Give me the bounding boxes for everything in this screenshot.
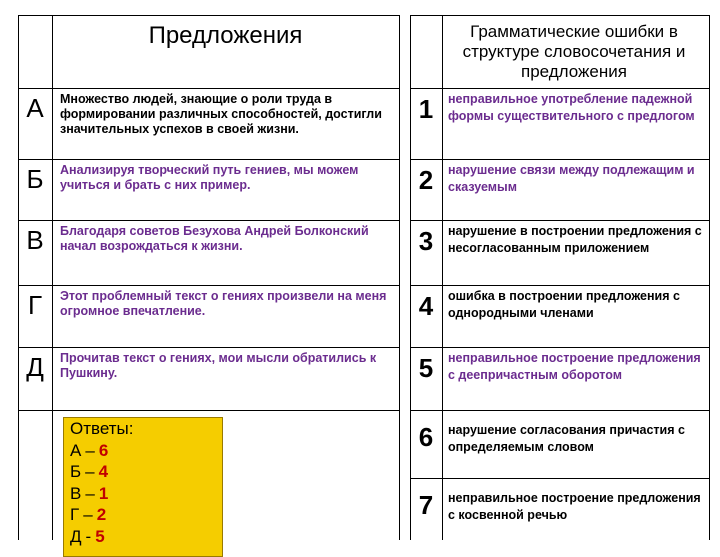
answer-letter: Б [70, 462, 82, 481]
answer-separator: – [85, 462, 95, 481]
row-error-text: неправильное употребление падежной формы существительного с предлогом [448, 92, 695, 123]
answer-line [70, 526, 216, 548]
grid-hline-row-g-r [410, 478, 710, 479]
answer-line [70, 461, 216, 483]
answer-value: 1 [98, 483, 109, 503]
grid-hline-row-a [18, 88, 400, 89]
row-error-number: 4 [418, 291, 434, 321]
answer-separator: – [83, 505, 93, 524]
row-error-text: неправильное построение предложения с деепричастным оборотом [448, 351, 701, 382]
header-left-title: Предложения [148, 22, 303, 49]
row-sentence: Этот проблемный текст о гениях произвели на меня огромное впечатление. [60, 289, 387, 318]
row-error-number: 1 [418, 94, 434, 124]
grid-vline-3 [399, 15, 400, 540]
answer-line [70, 440, 216, 462]
row-letter: В [26, 225, 44, 255]
grid-hline-row-f-r [410, 410, 710, 411]
row-error-number: 2 [418, 165, 434, 195]
answer-separator: - [85, 526, 92, 546]
row-sentence: Благодаря советов Безухова Андрей Болконский начал возрождаться к жизни. [60, 224, 369, 253]
answer-letter: Д [70, 526, 82, 546]
grid-hline-row-d-r [410, 285, 710, 286]
row-error-number: 3 [418, 226, 434, 256]
grid-hline-row-b [18, 159, 400, 160]
table-top-border-right [410, 15, 710, 16]
grid-hline-row-c [18, 220, 400, 221]
grid-hline-row-a-r [410, 88, 710, 89]
answer-line [70, 483, 216, 505]
answer-line [70, 504, 216, 526]
answer-letter: В [70, 483, 82, 503]
grid-hline-row-d [18, 285, 400, 286]
row-error-number: 5 [418, 353, 434, 383]
grid-hline-row-e-r [410, 347, 710, 348]
grid-vline-5 [442, 15, 443, 540]
grid-vline-2 [52, 15, 53, 540]
grid-hline-row-f [18, 410, 400, 411]
grid-hline-row-e [18, 347, 400, 348]
header-right-title: Грамматические ошибки в структуре словосочетания и предложения [462, 22, 686, 81]
row-error-text: нарушение в построении предложения с несогласованным приложением [448, 224, 702, 255]
grid-hline-row-c-r [410, 220, 710, 221]
row-sentence: Анализируя творческий путь гениев, мы можем учиться и брать с них пример. [60, 163, 359, 192]
grid-vline-6 [709, 15, 710, 540]
row-letter: Г [27, 290, 43, 320]
answers-box [63, 417, 223, 557]
row-letter: А [26, 93, 44, 123]
answer-separator: – [85, 440, 95, 460]
table-top-border [18, 15, 400, 16]
answer-value: 4 [98, 462, 109, 481]
extra-error-text: нарушение согласования причастия с определяемым словом [448, 423, 685, 454]
row-letter: Б [26, 164, 44, 194]
answer-letter: А [70, 440, 82, 460]
extra-error-number: 7 [418, 490, 434, 520]
answers-title: Ответы: [70, 419, 134, 438]
row-error-text: ошибка в построении предложения с однородными членами [448, 289, 680, 320]
row-letter: Д [26, 352, 44, 382]
answer-separator: – [85, 483, 95, 503]
extra-error-number: 6 [418, 422, 434, 452]
answer-value: 2 [96, 505, 107, 524]
row-sentence: Прочитав текст о гениях, мои мысли обратились к Пушкину. [60, 351, 377, 380]
extra-error-text: неправильное построение предложения с косвенной речью [448, 491, 701, 522]
answer-letter: Г [70, 505, 80, 524]
grid-hline-row-b-r [410, 159, 710, 160]
row-sentence: Множество людей, знающие о роли труда в формировании различных способностей, достигли значительных успехов в своей жизни. [60, 92, 382, 136]
answer-value: 5 [95, 526, 105, 546]
row-error-text: нарушение связи между подлежащим и сказуемым [448, 163, 695, 194]
answer-value: 6 [98, 440, 109, 460]
